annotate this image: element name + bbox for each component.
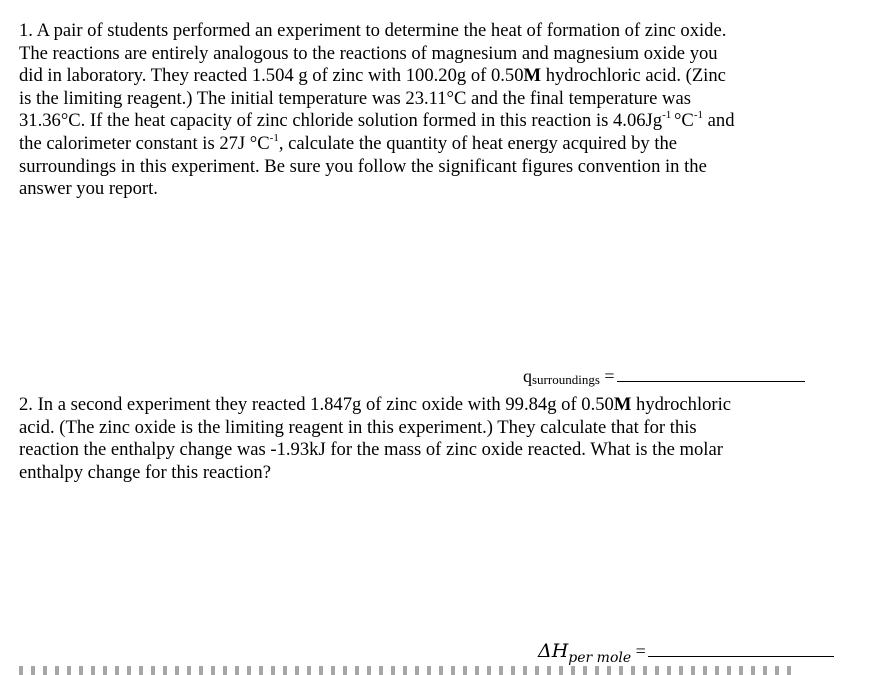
question-2-line-1: 2. In a second experiment they reacted 1.847g of zinc oxide with 99.84g of 0.50M hydrochloric [19,394,732,415]
question-1-line-7: surroundings in this experiment. Be sure you follow the significant figures convention in the [19,155,707,177]
question-2 [19,394,809,484]
question-1-line-6: the calorimeter constant is 27J $^\circ C^{-1}$, calculate the quantity of heat energy acquired by the [19,131,678,154]
answer-equals: = [604,366,615,386]
question-1-line-1: 1. A pair of students performed an experiment to determine the heat of formation of zinc oxide. [19,20,727,41]
question-1-line-4: is the limiting reagent.) The initial temperature was 23.11°C and the final temperature was [19,87,691,109]
cut-off-next-question-text [19,666,799,675]
answer-blank-2[interactable] [648,642,834,657]
question-1-line-2: The reactions are entirely analogous to the reactions of magnesium and magnesium oxide you [19,42,718,64]
answer-line-q-surroundings[interactable] [523,366,805,388]
question-1-line-5: 31.36°C. If the heat capacity of zinc chloride solution formed in this reaction is $4.06Jg^{-1}$ $^\circ C^{-1}$ and [19,109,735,132]
question-1-line-3: did in laboratory. They reacted 1.504 g of zinc with 100.20g of 0.50M hydrochloric acid. (Zinc [19,65,726,87]
question-1 [19,20,809,201]
answer-equals: = [635,641,646,661]
answer-symbol-delta-h: ΔH [538,640,569,662]
answer-blank-1[interactable] [617,367,805,382]
answer-symbol-q: q [523,366,532,386]
question-1-line-8: answer you report. [19,178,158,200]
answer-subscript-surroundings: surroundings [532,372,600,387]
question-2-line-2: acid. (The zinc oxide is the limiting reagent in this experiment.) They calculate that for this [19,416,697,438]
question-2-line-3: reaction the enthalpy change was -1.93kJ for the mass of zinc oxide reacted. What is the molar [19,439,723,461]
answer-line-delta-h-per-mole[interactable] [538,640,834,666]
question-2-line-4: enthalpy change for this reaction? [19,461,271,483]
answer-subscript-per-mole: per mole [568,650,632,666]
